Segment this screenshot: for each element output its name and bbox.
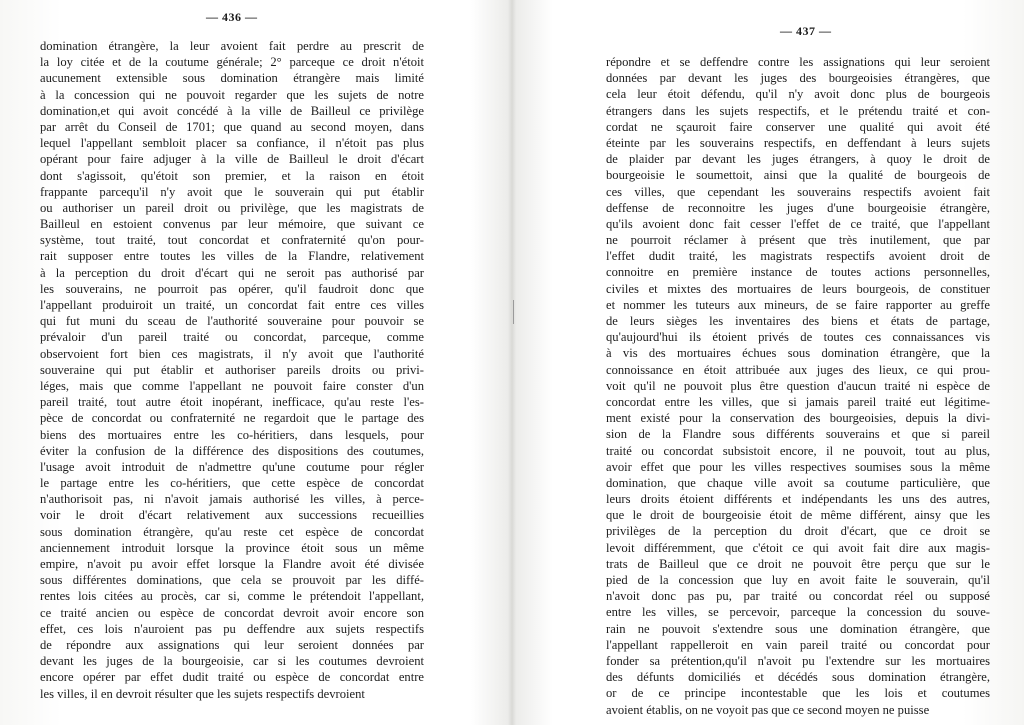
right-page-text-line: entre les villes, se percevoir, parceque la concession du souve- [606, 605, 990, 620]
left-page-text-line: léges, mais que comme l'appellant ne pouvoit faire conster d'un [40, 378, 424, 393]
left-page-number: — 436 — [206, 10, 258, 24]
left-page-text-line: domination,et qui avoit concédé à la ville de Bailleul ce privilège [40, 103, 424, 118]
right-page-text-line: l'effet dudit traité, les magistrats respectifs avoient droit de [606, 249, 990, 264]
left-page-text [40, 38, 424, 702]
left-page-text-line: par arrêt du Conseil de 1701; que quand au second moyen, dans [40, 119, 424, 134]
right-page-text-line: bourgeoisie le soumettoit, ainsi que la qualité de bourgeois de [606, 168, 990, 183]
right-page-text-line: que le droit de bourgeoisie étoit de même différent, ainsy que les [606, 508, 990, 523]
right-page-text-line: levoit différemment, que c'étoit ce qui avoit fait dire aux magis- [606, 540, 990, 555]
left-page-text-line: lequel l'appellant sembloit placer sa confiance, il n'étoit pas plus [40, 136, 424, 151]
left-page-text-line: la loy citée et de la coutume générale; 2° parceque ce droit n'étoit [40, 55, 424, 70]
right-page-text-line: à vis des mortuaires échues sous domination étrangère, que la [606, 346, 990, 361]
right-page-text [606, 54, 990, 718]
right-page-text-line: ne pourroit réclamer à présent que très inutilement, que par [606, 233, 990, 248]
right-page-text-line: civiles et mixtes des mortuaires de leurs bourgeois, de constituer [606, 281, 990, 296]
left-page-text-line: éviter la confusion de la différence des dispositions des coutumes, [40, 443, 424, 458]
left-page-text-line: à la concession qui ne pouvoit regarder que les sujets de notre [40, 87, 424, 102]
left-page-text-line: biens des mortuaires entre les co-héritiers, dans lesquels, pour [40, 427, 424, 442]
right-page-text-line: cela leur étoit défendu, qu'il n'y avoit donc plus de bourgeois [606, 87, 990, 102]
left-page-text-line: observoient fort bien ces magistrats, il n'y avoit que l'authorité [40, 346, 424, 361]
left-page-text-line: rentes lois citées au procès, car si, comme le prétendoit l'appellant, [40, 589, 424, 604]
left-page-text-line: dont s'agissoit, qu'étoit son premier, et la raison en étoit [40, 168, 424, 183]
left-page-text-line: ou authoriser un pareil droit ou privilège, que les magistrats de [40, 200, 424, 215]
right-page-text-line: traité ou concordat subsistoit encore, il ne pouvoit, tout au plus, [606, 443, 990, 458]
right-page-text-line: ment existé pour la conservation des bourgeoisies, depuis la divi- [606, 411, 990, 426]
right-page-text-line: étrangers dans les sujets respectifs, et le prétendu traité et con- [606, 103, 990, 118]
right-page-text-line: fonder sa prétention,qu'il n'avoit pu l'extendre sur les mortuaires [606, 653, 990, 668]
right-page-text-line: ces villes, que cependant les souverains respectifs avoient fait [606, 184, 990, 199]
left-page-text-line: sous domination étrangère, qu'au reste cet espèce de concordat [40, 524, 424, 539]
left-page-text-line: devant les juges de la bourgeoisie, car si les coutumes devroient [40, 654, 424, 669]
right-page-text-line: avoient établis, on ne voyoit pas que ce second moyen ne puisse [606, 702, 930, 717]
right-page-text-line: voit qu'il ne pouvoit plus être question d'aucun traité ni espèce de [606, 378, 990, 393]
left-page-text-line: à la perception du droit d'écart qui ne seroit pas authorisé par [40, 265, 424, 280]
left-page-text-line: encore opérer par effet dudit traité ou espèce de concordat entre [40, 670, 424, 685]
right-page-text-line: avoir effet que pour les villes respectives soumises sous la même [606, 459, 990, 474]
left-page-text-line: effet, ces lois n'auroient pas pu deffendre aux sujets respectifs [40, 621, 424, 636]
left-page-text-line: domination étrangère, la leur avoient fait perdre au prescrit de [40, 39, 424, 53]
left-page-text-line: rait supposer entre toutes les villes de la Flandre, relativement [40, 249, 424, 264]
left-page-text-line: pareil traité, tout autre étoit inopérant, inefficace, qu'au reste l'es- [40, 395, 424, 410]
right-page-text-line: l'appellant rappelleroit en vain pareil traité ou concordat pour [606, 637, 990, 652]
left-page-text-line: souveraine qui put établir et authoriser pareils droits ou privi- [40, 362, 424, 377]
left-page-text-line: sous différentes dominations, que cela se prouvoit par les diffé- [40, 573, 424, 588]
right-page-text-line: deffense de reconnoitre les juges d'une bourgeoisie étrangère, [606, 200, 990, 215]
right-page [514, 0, 1024, 725]
left-page-text-line: n'authorisoit pas, ni n'avoit jamais authorisé les villes, à perce- [40, 492, 424, 507]
left-page-text-line: système, tout traité, tout concordat et confraternité qu'on pour- [40, 233, 424, 248]
left-page-text-line: pèce de concordat ou confraternité ne regardoit que le partage des [40, 411, 424, 426]
right-page-text-line: privilèges de la perception du droit d'écart, que ce droit se [606, 524, 990, 539]
left-page-text-line: opérant pour faire adjuger à la ville de Bailleul le droit d'écart [40, 152, 424, 167]
right-page-text-line: et nommer les tuteurs aux mineurs, de se faire rapporter au greffe [606, 297, 990, 312]
left-page-text-line: les villes, il en devroit résulter que les sujets respectifs devroient [40, 686, 365, 701]
right-page-text-line: trats de Bailleul que ce droit ne pouvoit être perçu que sur le [606, 556, 990, 571]
right-page-text-line: or de ce principe incontestable que les lois et coutumes [606, 686, 990, 701]
right-page-text-line: sion de la Flandre sous différents souverains et que si pareil [606, 427, 990, 442]
right-page-text-line: n'avoit donc pas pu, par traité ou concordat réel ou supposé [606, 589, 990, 604]
left-page-text-line: voir le droit d'écart relativement aux successions recueillies [40, 508, 424, 523]
right-page-text-line: éteinte par les souverains respectifs, en deffendant à leurs sujets [606, 135, 990, 150]
left-page-text-line: le partage entre les co-héritiers, que cette espèce de concordat [40, 476, 424, 491]
right-page-text-line: données par devant les juges des bourgeoisies étrangères, que [606, 71, 990, 86]
right-page-text-line: domination, que chaque ville avoit sa coutume particulière, que [606, 475, 990, 490]
right-page-text-line: qu'ils avoient donc fait cesser l'effet de ce traité, que l'appellant [606, 216, 990, 231]
left-page-text-line: frappante parcequ'il n'y avoit que le souverain qui put établir [40, 184, 424, 199]
right-page-text-line: rain ne pouvoit s'extendre sous une domination étrangère, que [606, 621, 990, 636]
right-page-text-line: pied de la concession que luy en avoit faite le souverain, qu'il [606, 573, 990, 587]
right-page-text-line: cordat ne sçauroit faire conserver une qualité qui avoit été [606, 119, 990, 134]
left-page-text-line: anciennement introduit lorsque la province étoit sous un même [40, 540, 424, 555]
left-page-text-line: ce traité ancien ou espèce de concordat devroit avoir encore son [40, 605, 424, 620]
right-page-text-line: répondre et se deffendre contre les assignations qui leur seroient [606, 55, 990, 69]
left-page-text-line: de répondre aux assignations qui leur seroient données par [40, 637, 424, 652]
left-page-text-line: prévaloir d'un pareil traité ou concordat, parceque, comme [40, 330, 424, 345]
left-page-text-line: empire, n'avoit pu avoir effet lorsque la Flandre avoit été divisée [40, 557, 424, 571]
right-page-text-line: leurs droits étoient différents et indépendants les uns des autres, [606, 492, 990, 507]
left-page-text-line: Bailleul en estoient convenus par leur mémoire, que suivant ce [40, 217, 424, 232]
right-page-text-line: qu'aujourd'hui ils étoient privés de toutes ces connaissances vis [606, 330, 990, 345]
right-page-text-line: de plaider par devant les juges étrangers, à quoy le droit de [606, 152, 990, 167]
right-page-text-line: des défunts domiciliés et décédés sous domination étrangère, [606, 670, 990, 685]
right-page-text-line: concordat entre les villes, que si jamais pareil traité eut légitime- [606, 394, 990, 409]
left-page-text-line: l'appellant produiroit un traité, un concordat fait entre ces villes [40, 298, 424, 312]
right-page-number: — 437 — [780, 24, 832, 38]
left-page-text-line: aucunement extensible sous domination étrangère mais limité [40, 71, 424, 86]
left-page-text-line: qui fut muni du sceau de l'authorité souveraine pour pouvoir se [40, 314, 424, 329]
left-page [0, 0, 510, 725]
right-page-text-line: connoitre en première instance de toutes actions personnelles, [606, 265, 990, 280]
right-page-text-line: connoissance en étoit attribuée aux juges des lieux, ce qui prou- [606, 362, 990, 377]
right-page-text-line: de leurs sièges les inventaires des biens et états de partage, [606, 314, 990, 328]
left-page-text-line: les souverains, ne pourroit pas opérer, qu'il faudroit donc que [40, 281, 424, 296]
left-page-text-line: l'usage avoit introduit de n'admettre qu'une coutume pour régler [40, 459, 424, 474]
